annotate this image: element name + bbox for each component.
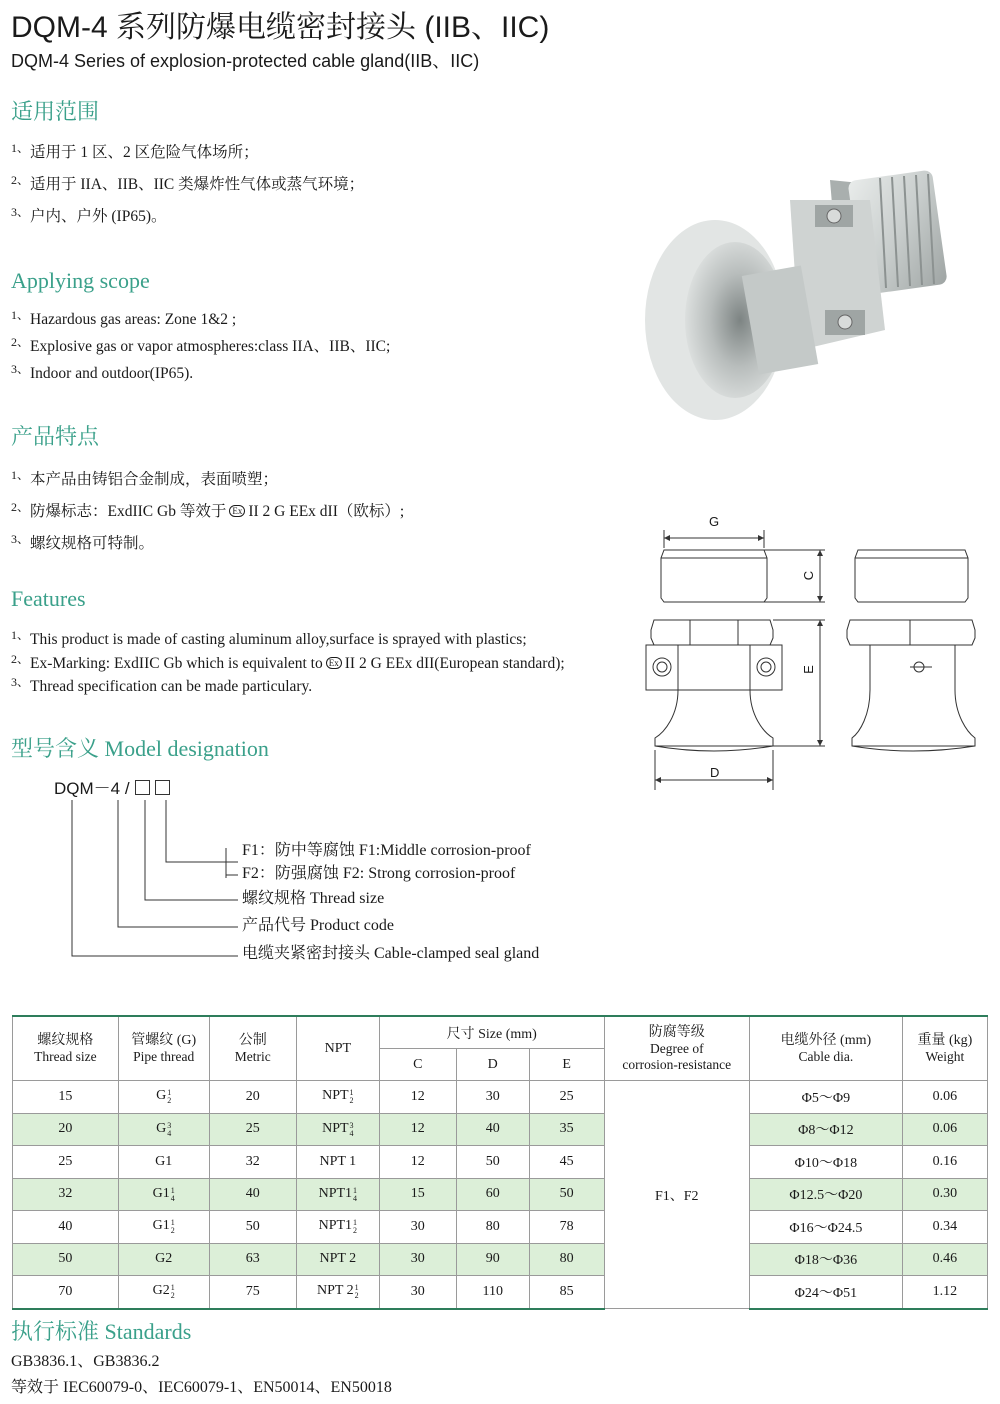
cell-e: 85 bbox=[529, 1276, 604, 1309]
header-npt: NPT bbox=[296, 1016, 379, 1081]
scope-en-item-3: $^{3、}$Indoor and outdoor(IP65). bbox=[11, 362, 194, 382]
cell-d: 90 bbox=[456, 1243, 529, 1276]
table-row bbox=[13, 1178, 988, 1211]
fraction: 1 2 bbox=[167, 1088, 172, 1106]
cell-thread: 70 bbox=[13, 1276, 119, 1309]
legend-f2: F2：防强腐蚀 F2: Strong corrosion-proof bbox=[242, 865, 516, 882]
fraction: 1 2 bbox=[170, 1218, 175, 1236]
cell-weight: 0.46 bbox=[902, 1243, 987, 1276]
scope-en-item-1: $^{1、}$Hazardous gas areas: Zone 1&2 ; bbox=[11, 308, 237, 328]
cell-cable-dia: Φ8～Φ12 bbox=[749, 1113, 902, 1146]
dim-label-g: G bbox=[709, 514, 720, 529]
fraction: 1 2 bbox=[349, 1088, 354, 1106]
scope-cn-item-2: $^{2、}$适用于 IIA、IIB、IIC 类爆炸性气体或蒸气环境； bbox=[11, 173, 365, 193]
dim-label-c: C bbox=[801, 570, 817, 581]
model-code: DQM－4 / bbox=[54, 774, 170, 799]
cell-npt: NPT 2 1 2 bbox=[296, 1276, 379, 1309]
fraction: 1 2 bbox=[170, 1283, 175, 1301]
cell-npt: NPT 3 4 bbox=[296, 1113, 379, 1146]
cell-metric: 50 bbox=[209, 1211, 296, 1244]
cell-thread: 32 bbox=[13, 1178, 119, 1211]
cell-npt: NPT 1 2 bbox=[296, 1081, 379, 1114]
cell-pipe-thread: G1 bbox=[118, 1146, 209, 1179]
cell-pipe-thread: G 3 4 bbox=[118, 1113, 209, 1146]
cell-weight: 0.16 bbox=[902, 1146, 987, 1179]
cell-pipe-thread: G1 1 4 bbox=[118, 1178, 209, 1211]
page-title: DQM-4 系列防爆电缆密封接头 (IIB、IIC) bbox=[11, 11, 550, 44]
scope-cn-heading: 适用范围 bbox=[11, 100, 100, 125]
scope-en-item-2: $^{2、}$Explosive gas or vapor atmospheres:class IIA、IIB、IIC; bbox=[11, 335, 391, 355]
cell-e: 50 bbox=[529, 1178, 604, 1211]
table-row bbox=[13, 1276, 988, 1309]
cell-pipe-thread: G2 bbox=[118, 1243, 209, 1276]
features-en-heading: Features bbox=[11, 586, 86, 611]
cell-metric: 40 bbox=[209, 1178, 296, 1211]
cell-npt: NPT 1 bbox=[296, 1146, 379, 1179]
cell-c: 30 bbox=[379, 1243, 456, 1276]
fraction: 3 4 bbox=[349, 1120, 354, 1138]
cell-c: 30 bbox=[379, 1276, 456, 1309]
cell-c: 12 bbox=[379, 1081, 456, 1114]
cell-cable-dia: Φ5～Φ9 bbox=[749, 1081, 902, 1114]
header-e: E bbox=[529, 1049, 604, 1081]
dim-label-d: D bbox=[710, 765, 720, 780]
table-row bbox=[13, 1113, 988, 1146]
cell-weight: 0.06 bbox=[902, 1081, 987, 1114]
cell-cable-dia: Φ24～Φ51 bbox=[749, 1276, 902, 1309]
features-en-item-1: $^{1、}$This product is made of casting aluminum alloy,surface is sprayed with plastics; bbox=[11, 628, 527, 648]
features-cn-heading: 产品特点 bbox=[11, 425, 100, 450]
cell-pipe-thread: G1 1 2 bbox=[118, 1211, 209, 1244]
cell-e: 78 bbox=[529, 1211, 604, 1244]
dimension-drawing bbox=[620, 510, 990, 795]
product-photo bbox=[640, 160, 970, 430]
cell-metric: 25 bbox=[209, 1113, 296, 1146]
features-en-item-3: $^{3、}$Thread specification can be made particulary. bbox=[11, 675, 313, 695]
standards-line-1: GB3836.1、GB3836.2 bbox=[11, 1353, 160, 1370]
cell-pipe-thread: G2 1 2 bbox=[118, 1276, 209, 1309]
features-cn-item-3: $^{3、}$螺纹规格可特制。 bbox=[11, 532, 155, 552]
cell-c: 12 bbox=[379, 1146, 456, 1179]
features-cn-item-2: $^{2、}$防爆标志：ExdIIC Gb 等效于 Ex II 2 G EEx dII（欧标）; bbox=[11, 500, 405, 520]
legend-seal-gland: 电缆夹紧密封接头 Cable-clamped seal gland bbox=[242, 945, 540, 962]
features-cn-item-1: $^{1、}$本产品由铸铝合金制成，表面喷塑； bbox=[11, 468, 279, 488]
page-subtitle: DQM-4 Series of explosion-protected cable gland(IIB、IIC) bbox=[11, 51, 480, 71]
header-d: D bbox=[456, 1049, 529, 1081]
cell-metric: 20 bbox=[209, 1081, 296, 1114]
table-row bbox=[13, 1081, 988, 1114]
header-weight: 重量 (kg) Weight bbox=[902, 1016, 987, 1081]
cell-weight: 0.06 bbox=[902, 1113, 987, 1146]
cell-thread: 25 bbox=[13, 1146, 119, 1179]
cell-npt: NPT1 1 4 bbox=[296, 1178, 379, 1211]
header-pipe-thread: 管螺纹 (G) Pipe thread bbox=[118, 1016, 209, 1081]
cell-thread: 50 bbox=[13, 1243, 119, 1276]
cell-d: 80 bbox=[456, 1211, 529, 1244]
cell-thread: 40 bbox=[13, 1211, 119, 1244]
spec-table bbox=[12, 1015, 988, 1310]
cell-e: 25 bbox=[529, 1081, 604, 1114]
cell-metric: 75 bbox=[209, 1276, 296, 1309]
scope-cn-item-1: $^{1、}$适用于 1 区、2 区危险气体场所； bbox=[11, 141, 259, 161]
cell-e: 80 bbox=[529, 1243, 604, 1276]
cell-cable-dia: Φ16～Φ24.5 bbox=[749, 1211, 902, 1244]
cell-cable-dia: Φ18～Φ36 bbox=[749, 1243, 902, 1276]
cell-metric: 63 bbox=[209, 1243, 296, 1276]
cell-weight: 1.12 bbox=[902, 1276, 987, 1309]
cell-e: 35 bbox=[529, 1113, 604, 1146]
header-corrosion: 防腐等级 Degree of corrosion-resistance bbox=[604, 1016, 749, 1081]
header-cable-dia: 电缆外径 (mm) Cable dia. bbox=[749, 1016, 902, 1081]
cell-d: 50 bbox=[456, 1146, 529, 1179]
header-thread-size: 螺纹规格 Thread size bbox=[13, 1016, 119, 1081]
model-heading: 型号含义 Model designation bbox=[11, 736, 269, 762]
cell-pipe-thread: G 1 2 bbox=[118, 1081, 209, 1114]
table-row bbox=[13, 1211, 988, 1244]
cell-c: 12 bbox=[379, 1113, 456, 1146]
cell-c: 30 bbox=[379, 1211, 456, 1244]
cell-d: 30 bbox=[456, 1081, 529, 1114]
header-metric: 公制 Metric bbox=[209, 1016, 296, 1081]
ex-mark-icon: Ex bbox=[229, 505, 245, 517]
cell-e: 45 bbox=[529, 1146, 604, 1179]
scope-en-heading: Applying scope bbox=[11, 268, 150, 293]
cell-cable-dia: Φ10～Φ18 bbox=[749, 1146, 902, 1179]
standards-line-2: 等效于 IEC60079-0、IEC60079-1、EN50014、EN50018 bbox=[11, 1379, 392, 1396]
cell-npt: NPT1 1 2 bbox=[296, 1211, 379, 1244]
legend-product-code: 产品代号 Product code bbox=[242, 917, 394, 934]
features-en-item-2: $^{2、}$Ex-Marking: ExdIIC Gb which is equivalent to Ex II 2 G EEx dII(European standard); bbox=[11, 652, 565, 672]
cell-thread: 15 bbox=[13, 1081, 119, 1114]
dim-label-e: E bbox=[800, 665, 816, 674]
table-row bbox=[13, 1243, 988, 1276]
cell-weight: 0.30 bbox=[902, 1178, 987, 1211]
fraction: 1 4 bbox=[353, 1185, 358, 1203]
table-row bbox=[13, 1146, 988, 1179]
cell-weight: 0.34 bbox=[902, 1211, 987, 1244]
cell-thread: 20 bbox=[13, 1113, 119, 1146]
scope-cn-item-3: $^{3、}$户内、户外 (IP65)。 bbox=[11, 205, 167, 225]
fraction: 1 2 bbox=[354, 1283, 359, 1301]
cell-d: 110 bbox=[456, 1276, 529, 1309]
fraction: 1 2 bbox=[353, 1218, 358, 1236]
header-c: C bbox=[379, 1049, 456, 1081]
legend-thread-size: 螺纹规格 Thread size bbox=[242, 890, 385, 907]
cell-corrosion: F1、F2 bbox=[604, 1081, 749, 1309]
legend-f1: F1：防中等腐蚀 F1:Middle corrosion-proof bbox=[242, 842, 531, 859]
fraction: 1 4 bbox=[170, 1185, 175, 1203]
cell-d: 60 bbox=[456, 1178, 529, 1211]
cell-metric: 32 bbox=[209, 1146, 296, 1179]
standards-heading: 执行标准 Standards bbox=[11, 1319, 192, 1345]
cell-c: 15 bbox=[379, 1178, 456, 1211]
cell-npt: NPT 2 bbox=[296, 1243, 379, 1276]
fraction: 3 4 bbox=[167, 1120, 172, 1138]
cell-cable-dia: Φ12.5～Φ20 bbox=[749, 1178, 902, 1211]
ex-mark-icon: Ex bbox=[326, 657, 342, 669]
header-size: 尺寸 Size (mm) bbox=[379, 1016, 604, 1049]
cell-d: 40 bbox=[456, 1113, 529, 1146]
